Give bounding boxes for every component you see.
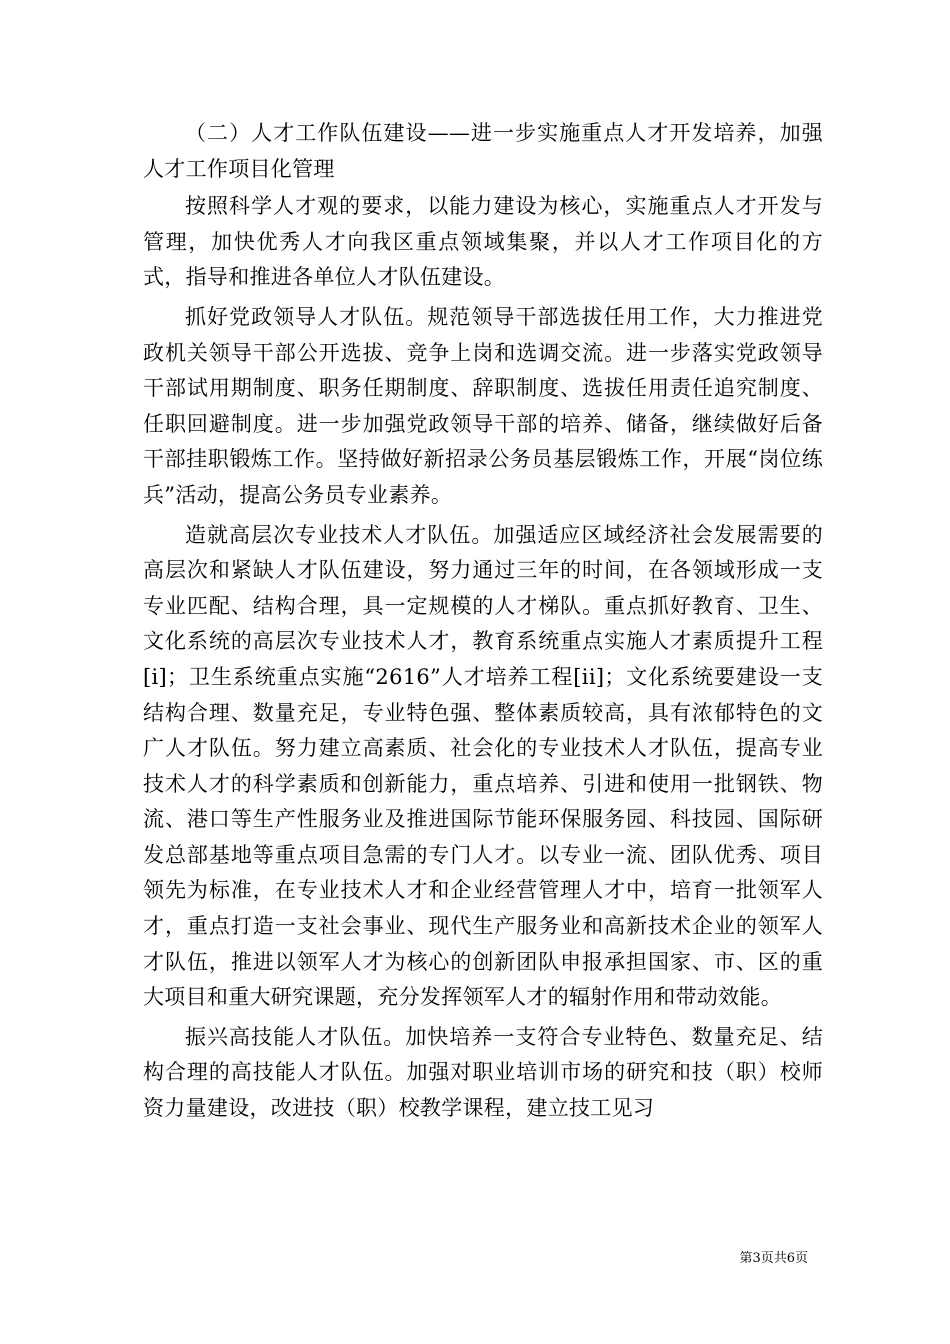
page-number: 第3页共6页 [739, 1251, 808, 1266]
paragraph-party-leaders: 抓好党政领导人才队伍。规范领导干部选拔任用工作，大力推进党政机关领导干部公开选拔、竞争上岗和选调交流。进一步落实党政领导干部试用期制度、职务任期制度、辞职制度、选拔任用责任追究制度、任职回避制度。进一步加强党政领导干部的培养、储备，继续做好后备干部挂职锻炼工作。坚持做好新招录公务员基层锻炼工作，开展“岗位练兵”活动，提高公务员专业素养。 [143, 304, 823, 507]
paragraph-professional-talent: 造就高层次专业技术人才队伍。加强适应区域经济社会发展需要的高层次和紧缺人才队伍建设，努力通过三年的时间，在各领域形成一支专业匹配、结构合理，具一定规模的人才梯队。重点抓好教育、卫生、文化系统的高层次专业技术人才，教育系统重点实施人才素质提升工程[i]；卫生系统重点实施“2616”人才培养工程[ii]；文化系统要建设一支结构合理、数量充足，专业特色强、整体素质较高，具有浓郁特色的文广人才队伍。努力建立高素质、社会化的专业技术人才队伍，提高专业技术人才的科学素质和创新能力，重点培养、引进和使用一批钢铁、物流、港口等生产性服务业及推进国际节能环保服务园、科技园、国际研发总部基地等重点项目急需的专门人才。以专业一流、团队优秀、项目领先为标准，在专业技术人才和企业经营管理人才中，培育一批领军人才，重点打造一支社会事业、现代生产服务业和高新技术企业的领军人才队伍，推进以领军人才为核心的创新团队申报承担国家、市、区的重大项目和重大研究课题，充分发挥领军人才的辐射作用和带动效能。 [143, 522, 823, 1010]
paragraph-skilled-talent: 振兴高技能人才队伍。加快培养一支符合专业特色、数量充足、结构合理的高技能人才队伍。加强对职业培训市场的研究和技（职）校师资力量建设，改进技（职）校教学课程，建立技工见习 [143, 1024, 823, 1121]
section-heading: （二）人才工作队伍建设——进一步实施重点人才开发培养，加强人才工作项目化管理 [143, 121, 823, 181]
paragraph-intro: 按照科学人才观的要求，以能力建设为核心，实施重点人才开发与管理，加快优秀人才向我区重点领域集聚，并以人才工作项目化的方式，指导和推进各单位人才队伍建设。 [143, 194, 823, 290]
document-body [143, 116, 823, 1131]
